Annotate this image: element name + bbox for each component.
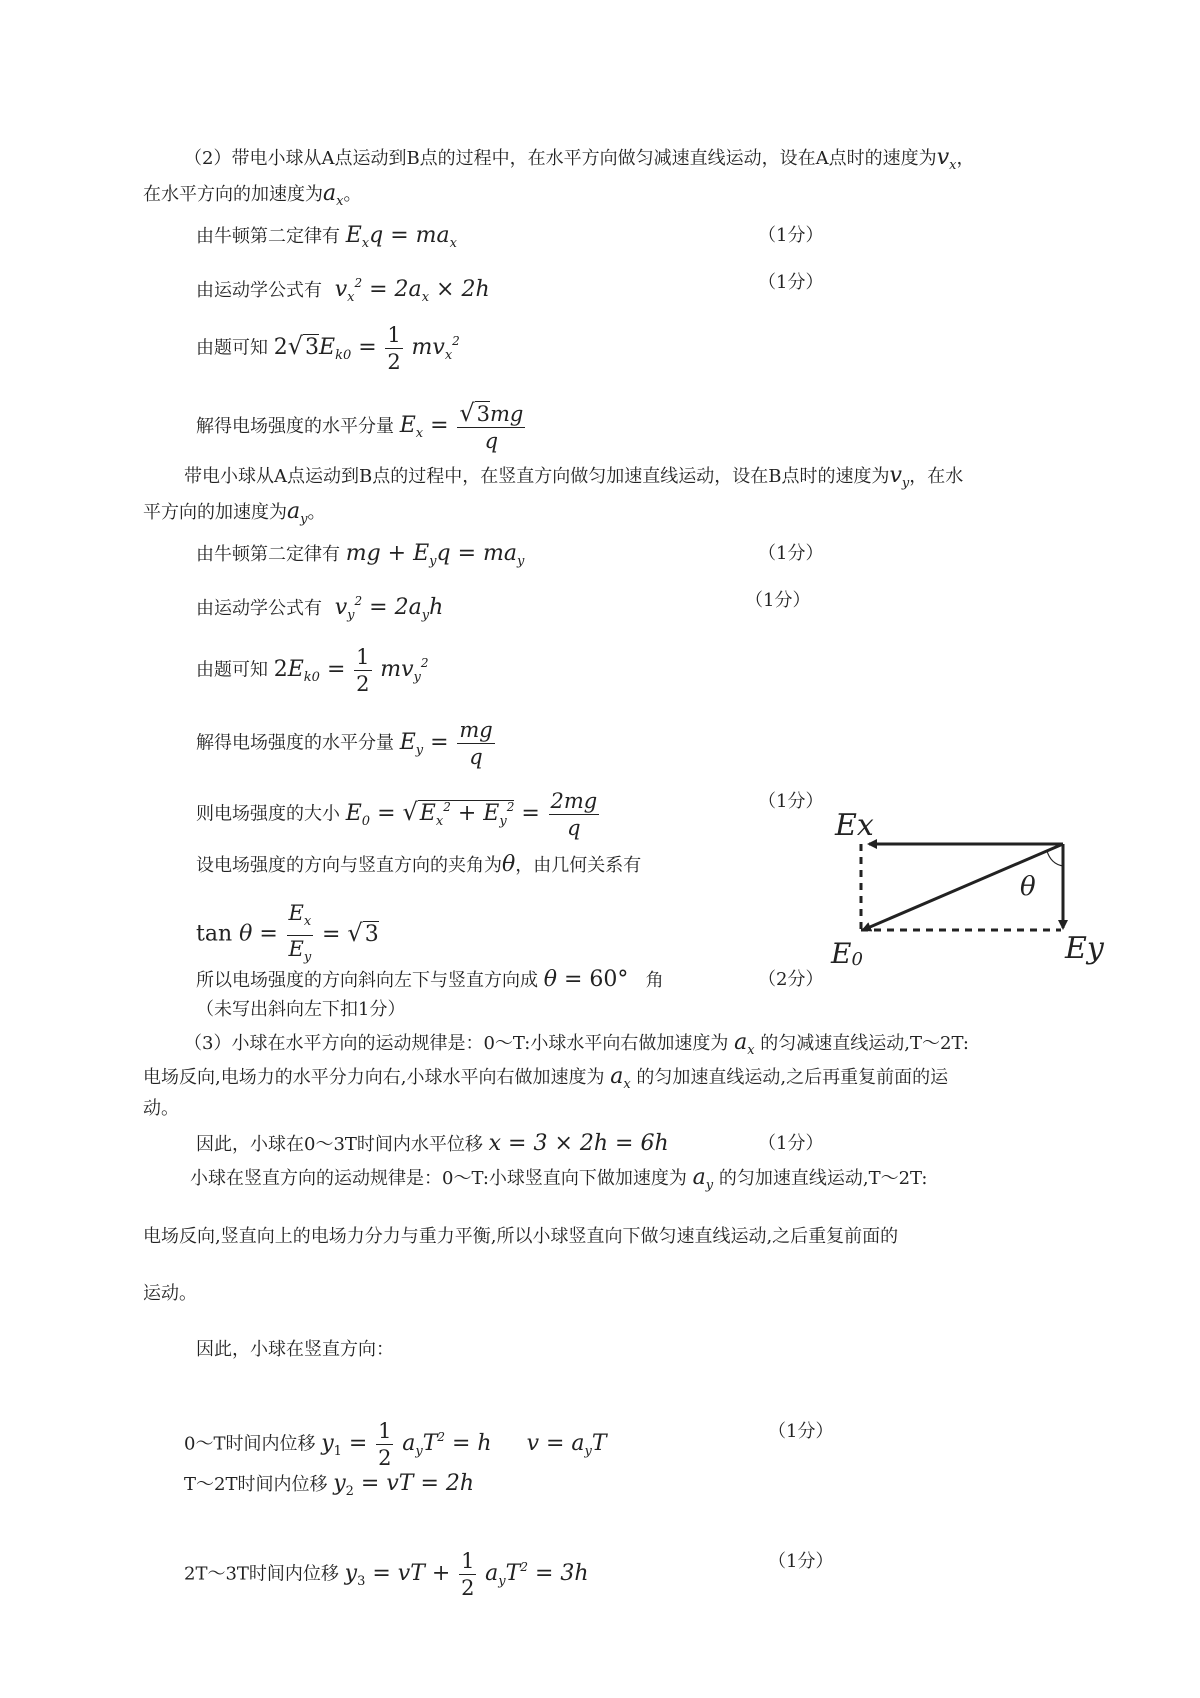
eq-tan: tan θ = xyxy=(196,921,278,947)
score-5: （1分） xyxy=(758,791,824,812)
label-text: T～2T时间内位移 xyxy=(184,1474,328,1495)
frac-tan: $\frac{E_x}{E_y}$ xyxy=(288,901,312,965)
eq-ex: $E_x$ = xyxy=(399,413,449,441)
p2-magnitude xyxy=(196,788,602,841)
p2-intro-text-b: 在水平方向的加速度为 xyxy=(143,184,323,205)
eq-theta-60: θ xyxy=(543,967,557,992)
label-e0 xyxy=(830,937,863,970)
label-text: 由牛顿第二定律有 xyxy=(196,226,340,247)
eq-kinematic-x: $v_x^2 = 2a_x \times 2h$ xyxy=(327,276,490,305)
math-ay: $a_y$ xyxy=(692,1165,714,1193)
score-8: （1分） xyxy=(768,1421,834,1442)
label-text: 的匀加速直线运动,之后再重复前面的运 xyxy=(636,1067,949,1088)
score-6: （2分） xyxy=(758,969,824,990)
frac-half: $\frac{1}{2}$ xyxy=(461,1549,475,1600)
eq-y1: $y_1$ = xyxy=(321,1430,368,1459)
p2-newton-y xyxy=(196,540,524,576)
label-text: 2T～3T时间内位移 xyxy=(184,1563,339,1585)
label-text: 所以电场强度的方向斜向左下与竖直方向成 xyxy=(196,970,538,991)
label-e0-sub: 0 xyxy=(851,949,863,970)
p3-vert-line2: 电场反向,竖直向上的电场力分力与重力平衡,所以小球竖直向下做匀速直线运动,之后重复前面的 xyxy=(143,1226,899,1247)
p2-intro-line2: 在水平方向的加速度为$a_x$。 xyxy=(143,181,362,209)
label-theta: θ xyxy=(1020,872,1036,902)
field-vector-diagram xyxy=(815,800,1115,975)
eq-y2: $y_2$ = vT = 2h xyxy=(333,1471,475,1499)
label-text: ，在水 xyxy=(909,466,964,487)
eq-newton-y: mg + $E_yq = ma_y$ xyxy=(345,541,525,569)
score-7: （1分） xyxy=(758,1133,824,1154)
label-ex: Ex xyxy=(835,808,874,843)
eq-kinematic-y: $v_y^2 = 2a_yh$ xyxy=(327,594,444,623)
label-text: 由运动学公式有 xyxy=(196,280,322,301)
p2-newton-x xyxy=(196,222,457,258)
p2-solve-y xyxy=(196,717,498,770)
label-text: 的匀加速直线运动,T～2T: xyxy=(718,1168,928,1189)
label-text: 的匀减速直线运动,T～2T: xyxy=(760,1033,969,1054)
p3-therefore-y: 因此，小球在竖直方向： xyxy=(196,1339,394,1360)
label-text: 由题可知 xyxy=(196,659,268,681)
p3-line3: 动。 xyxy=(143,1098,179,1119)
score-3: （1分） xyxy=(758,543,824,564)
p3-seg3: 2T～3T时间内位移 $y_3$ = vT + $\frac{1}{2}$ $a_yT^2 = 3h$ xyxy=(184,1549,589,1600)
label-text: 角 xyxy=(645,970,664,991)
frac-e0: $\frac{2mg}{q}$ xyxy=(550,789,598,840)
label-ey: Ey xyxy=(1065,931,1104,966)
p2-intro-line4: 平方向的加速度为$a_y$。 xyxy=(143,499,326,527)
label-text: 则电场强度的大小 xyxy=(196,803,340,825)
p2-kinematic-y xyxy=(196,587,443,630)
p2-angle-intro xyxy=(196,851,641,880)
p2-direction: 所以电场强度的方向斜向左下与竖直方向成 θ = 60° 角 xyxy=(196,967,664,992)
eq-y3: $y_3$ = vT + xyxy=(344,1560,451,1589)
label-text: 设电场强度的方向与竖直方向的夹角为 xyxy=(196,855,502,876)
label-text: ，由几何关系有 xyxy=(515,855,642,876)
p3-vert-line1 xyxy=(190,1164,927,1200)
label-text: 由题可知 xyxy=(196,337,268,359)
p3-seg2 xyxy=(184,1470,474,1506)
p2-given-x: 由题可知 $2√3E_{k0}$ = $\frac{1}{2}$ $mv_x^2$ xyxy=(196,323,460,374)
math-ax: $a_x$ xyxy=(610,1064,631,1092)
p2-intro-line1: （2）带电小球从A点运动到B点的过程中，在水平方向做匀减速直线运动，设在A点时的速度为$v_x$， xyxy=(184,145,975,173)
math-theta: θ xyxy=(502,852,516,877)
frac-ey: $\frac{mg}{q}$ xyxy=(459,718,493,769)
p3-seg1: 0～T时间内位移 $y_1$ = $\frac{1}{2}$ $a_yT^2 = h$ $v = a_yT$ xyxy=(184,1419,607,1470)
p3-therefore-x xyxy=(196,1130,669,1159)
p3-vert-line3: 运动。 xyxy=(143,1283,197,1304)
label-text: 由运动学公式有 xyxy=(196,598,322,619)
p2-tan: tan θ = $\frac{E_x}{E_y}$ = √3 xyxy=(196,900,379,971)
label-text: 平方向的加速度为 xyxy=(143,502,287,523)
label-text: （3）小球在水平方向的运动规律是：0～T:小球水平向右做加速度为 xyxy=(184,1033,729,1054)
label-text: 由牛顿第二定律有 xyxy=(196,544,340,565)
score-4: （1分） xyxy=(745,590,811,611)
math-ax: $a_x$ xyxy=(323,181,344,209)
eq-given-y: $2E_{k0}$ = xyxy=(273,656,346,685)
p2-intro-line3 xyxy=(184,462,963,498)
label-text: 小球在竖直方向的运动规律是：0～T:小球竖直向下做加速度为 xyxy=(190,1168,687,1189)
label-text: 因此，小球在0～3T时间内水平位移 xyxy=(196,1134,483,1155)
eq-ey: $E_y$ = xyxy=(399,729,449,758)
math-vx: $v_x$ xyxy=(936,145,957,173)
math-ax: $a_x$ xyxy=(734,1030,755,1058)
p2-note: （未写出斜向左下扣1分） xyxy=(196,999,406,1020)
score-9: （1分） xyxy=(768,1551,834,1572)
score-1: （1分） xyxy=(758,225,824,246)
math-ay: $a_y$ xyxy=(287,499,308,527)
label-text: 0～T时间内位移 xyxy=(184,1433,316,1455)
label-text: 解得电场强度的水平分量 xyxy=(196,732,394,754)
frac-half: $\frac{1}{2}$ xyxy=(356,645,370,696)
eq-e0: $E_0 = √E_x^2 + E_y^2$ = xyxy=(345,797,540,829)
p2-given-y: 由题可知 $2E_{k0}$ = $\frac{1}{2}$ $mv_y^2$ xyxy=(196,645,429,696)
p3-line2 xyxy=(143,1063,948,1099)
math-vy: $v_y$ xyxy=(889,463,910,491)
frac-half: $\frac{1}{2}$ xyxy=(378,1419,392,1470)
theta-arc xyxy=(1047,851,1063,866)
p2-solve-x xyxy=(196,400,528,454)
frac-half: $\frac{1}{2}$ xyxy=(387,323,401,374)
p2-intro-text-a: （2）带电小球从A点运动到B点的过程中，在水平方向做匀减速直线运动，设在A点时的速度为 xyxy=(184,148,937,169)
eq-newton-x: $E_xq = ma_x$ xyxy=(345,223,457,251)
eq-x-displacement: x = 3 × 2h = 6h xyxy=(488,1131,669,1156)
label-e0-main: E xyxy=(831,937,852,970)
label-text: 带电小球从A点运动到B点的过程中，在竖直方向做匀加速直线运动，设在B点时的速度为 xyxy=(184,466,890,487)
frac-ex: $\frac{√3mg}{q}$ xyxy=(459,399,524,453)
score-2: （1分） xyxy=(758,272,824,293)
label-text: 解得电场强度的水平分量 xyxy=(196,416,394,437)
eq-given-x: $2√3E_{k0}$ = xyxy=(273,331,377,363)
label-text: 电场反向,电场力的水平分力向右,小球水平向右做加速度为 xyxy=(143,1067,605,1088)
p2-kinematic-x xyxy=(196,269,490,312)
p3-line1 xyxy=(184,1029,969,1065)
